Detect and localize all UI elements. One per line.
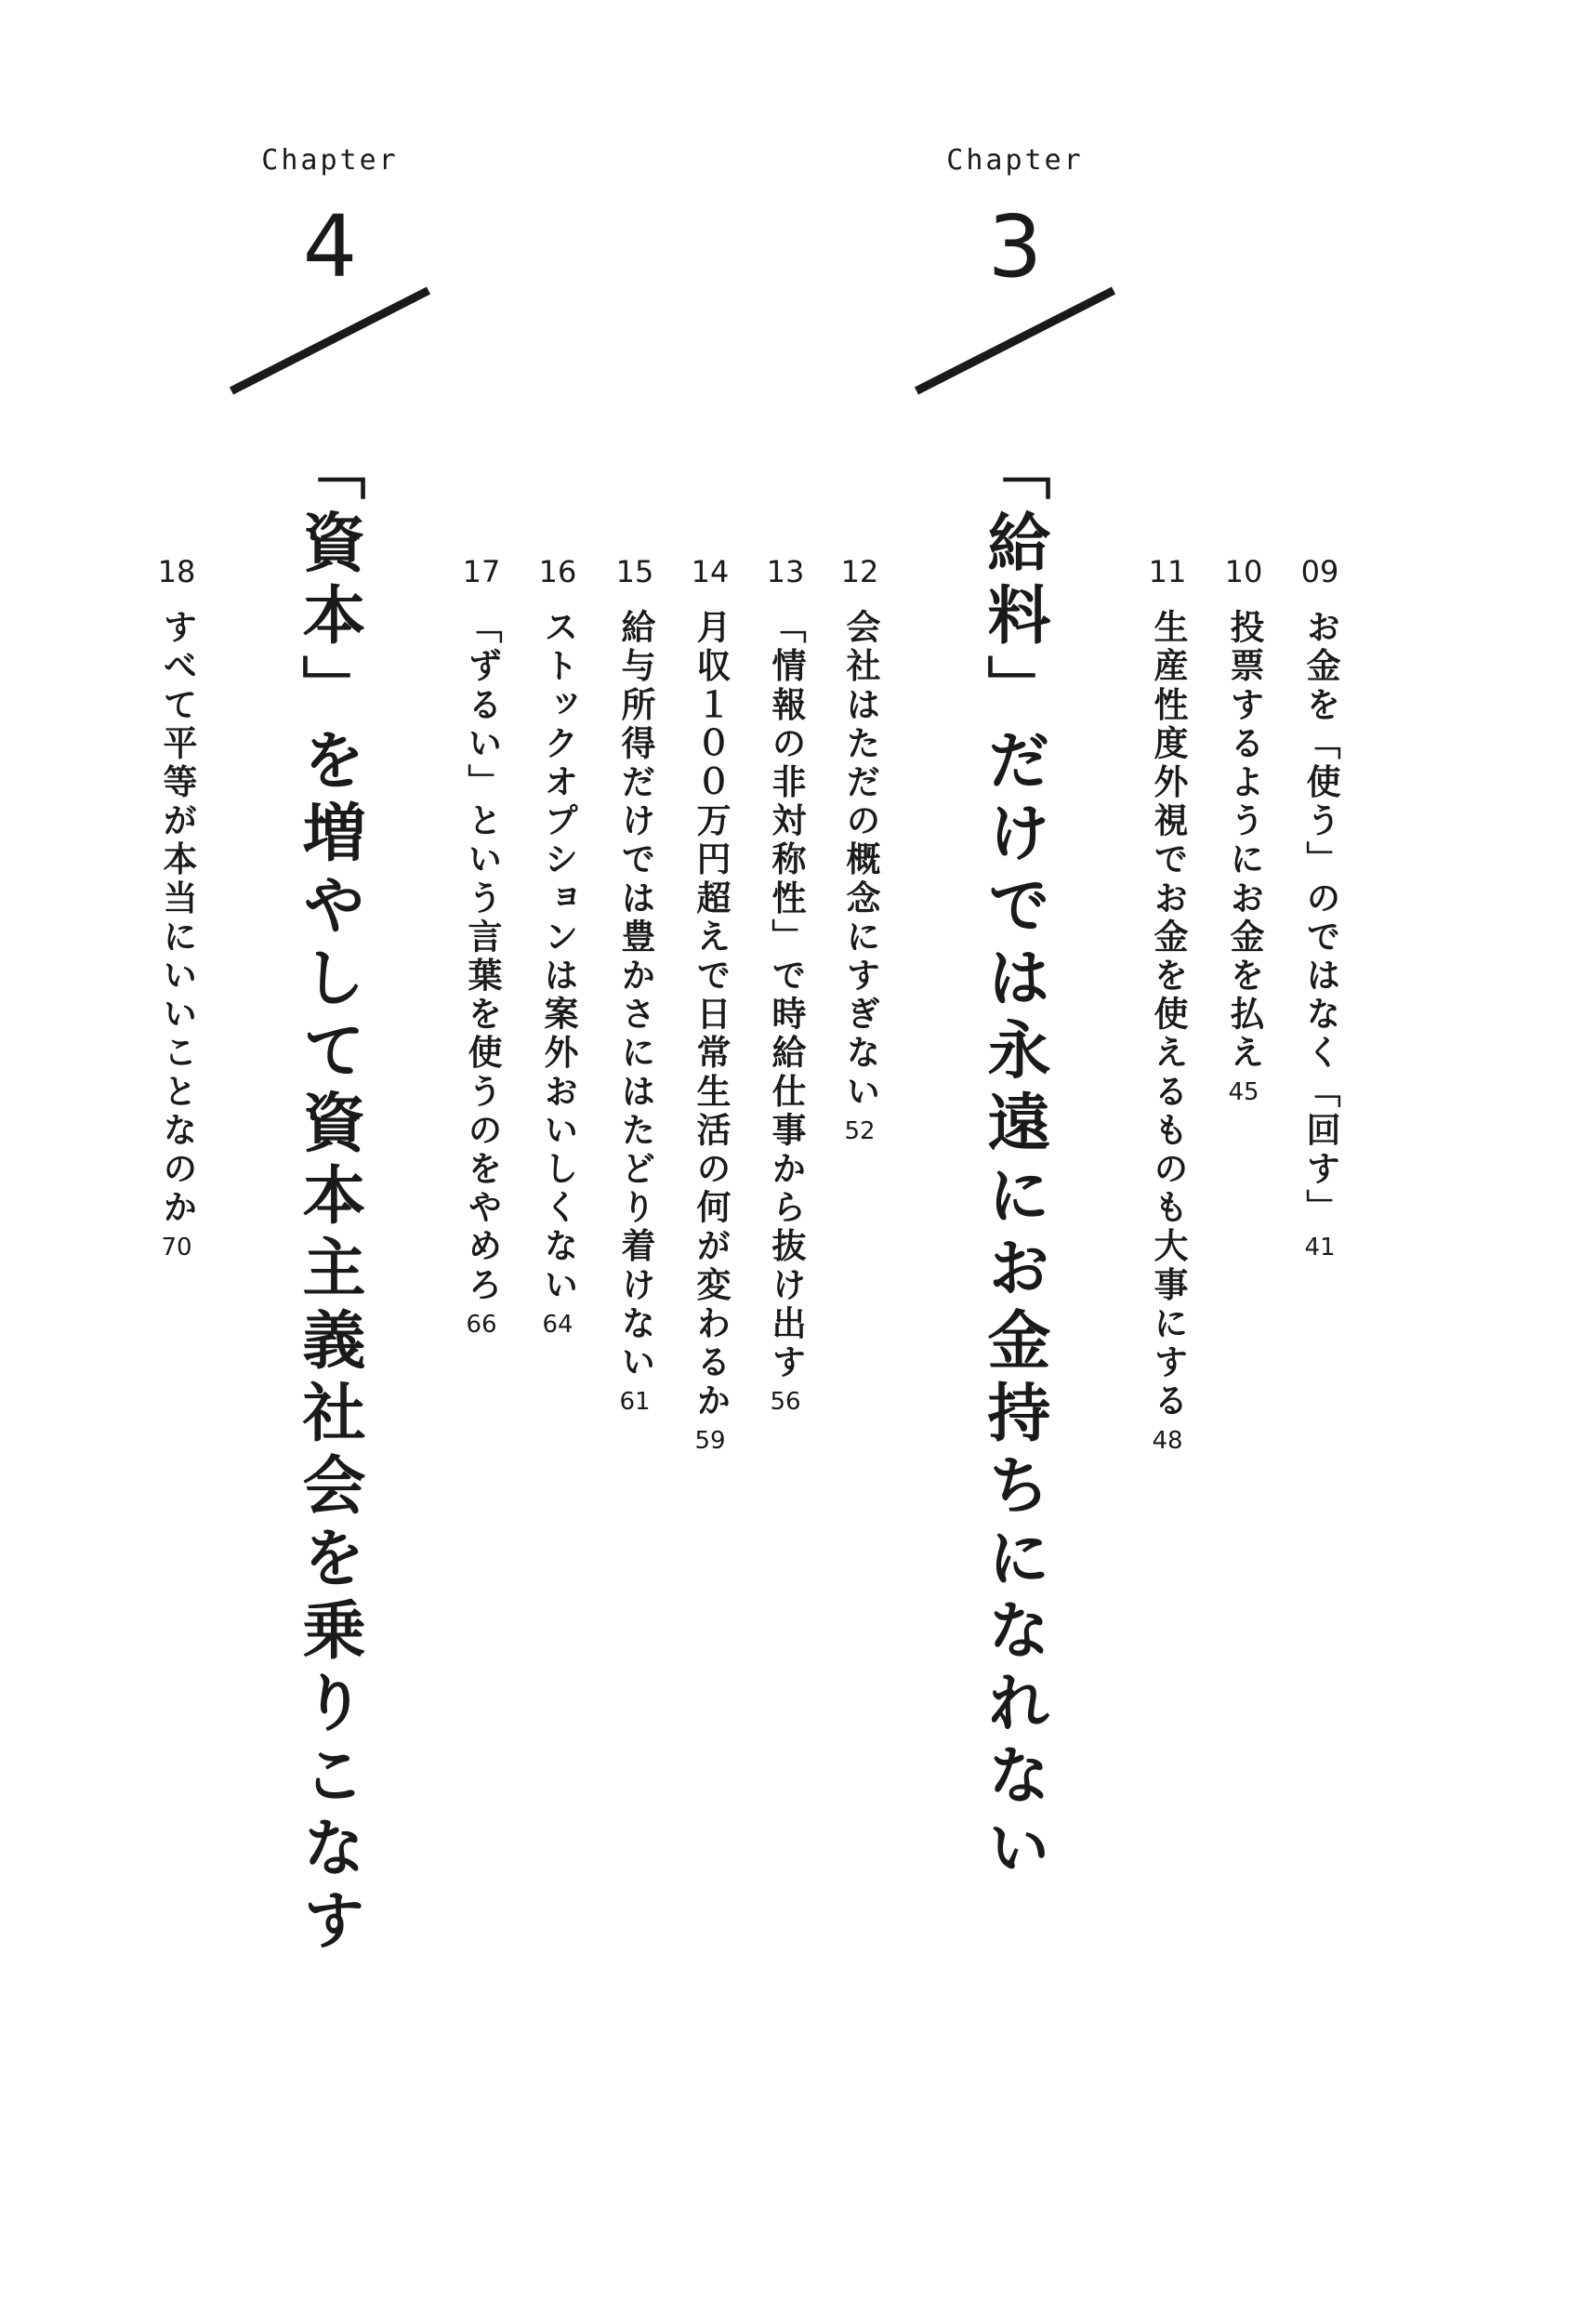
toc-item-number: 12 [840,554,879,589]
chapter-3-slash-divider [915,286,1115,394]
toc-item-number: 10 [1224,554,1263,589]
toc-item-title: ストックオプションは案外おいしくない [538,609,578,1305]
toc-item-page: 66 [466,1310,497,1339]
toc-item-14[interactable] [682,553,738,1455]
toc-item-page: 45 [1228,1078,1259,1107]
toc-item-page: 41 [1304,1233,1336,1261]
toc-item-18[interactable] [149,553,204,1261]
toc-item-page: 70 [161,1233,192,1261]
chapter-4-slash-divider [230,286,430,394]
toc-item-17[interactable] [454,553,509,1339]
toc-item-title: 会社はただの概念にすぎない [840,609,880,1112]
toc-item-15[interactable] [607,553,663,1416]
toc-item-title: 生産性度外視でお金を使えるものも大事にする [1148,609,1188,1421]
toc-item-number: 14 [691,554,730,589]
chapter-3-label: Chapter [946,144,1084,177]
toc-item-page: 64 [542,1310,573,1339]
toc-item-title: 「情報の非対称性」で時給仕事から抜け出す [766,609,806,1382]
toc-item-title: 「ずるい」という言葉を使うのをやめろ [462,609,502,1305]
toc-item-title: お金を「使う」のではなく「回す」 [1300,609,1340,1228]
toc-item-number: 16 [538,554,577,589]
chapter-4-number: 4 [302,197,358,297]
toc-item-11[interactable] [1140,553,1195,1455]
toc-item-number: 17 [462,554,501,589]
toc-item-title: すべて平等が本当にいいことなのか [157,609,197,1228]
toc-item-page: 52 [844,1116,876,1145]
toc-item-number: 09 [1300,554,1339,589]
toc-item-page: 61 [619,1388,651,1416]
toc-item-number: 15 [615,554,654,589]
toc-item-number: 13 [766,554,805,589]
toc-item-16[interactable] [530,553,586,1339]
toc-item-page: 56 [770,1388,801,1416]
toc-item-12[interactable] [832,553,888,1145]
chapter-4-label: Chapter [261,144,399,177]
toc-item-title: 投票するようにお金を払え [1224,609,1264,1074]
chapter-4-title: 「資本」を増やして資本主義社会を乗りこなす [292,437,365,1960]
chapter-3-title: 「給料」だけでは永遠にお金持ちになれない [977,437,1050,1887]
toc-item-page: 48 [1152,1426,1183,1455]
toc-item-number: 18 [157,554,196,589]
toc-item-title: 給与所得だけでは豊かさにはたどり着けない [615,609,655,1382]
toc-item-title: 月収１００万円超えで日常生活の何が変わるか [691,609,731,1421]
toc-item-13[interactable] [758,553,813,1416]
chapter-3-number: 3 [987,197,1043,297]
toc-item-09[interactable] [1292,553,1348,1261]
toc-item-10[interactable] [1216,553,1272,1106]
toc-item-number: 11 [1148,554,1187,589]
toc-item-page: 59 [694,1426,726,1455]
